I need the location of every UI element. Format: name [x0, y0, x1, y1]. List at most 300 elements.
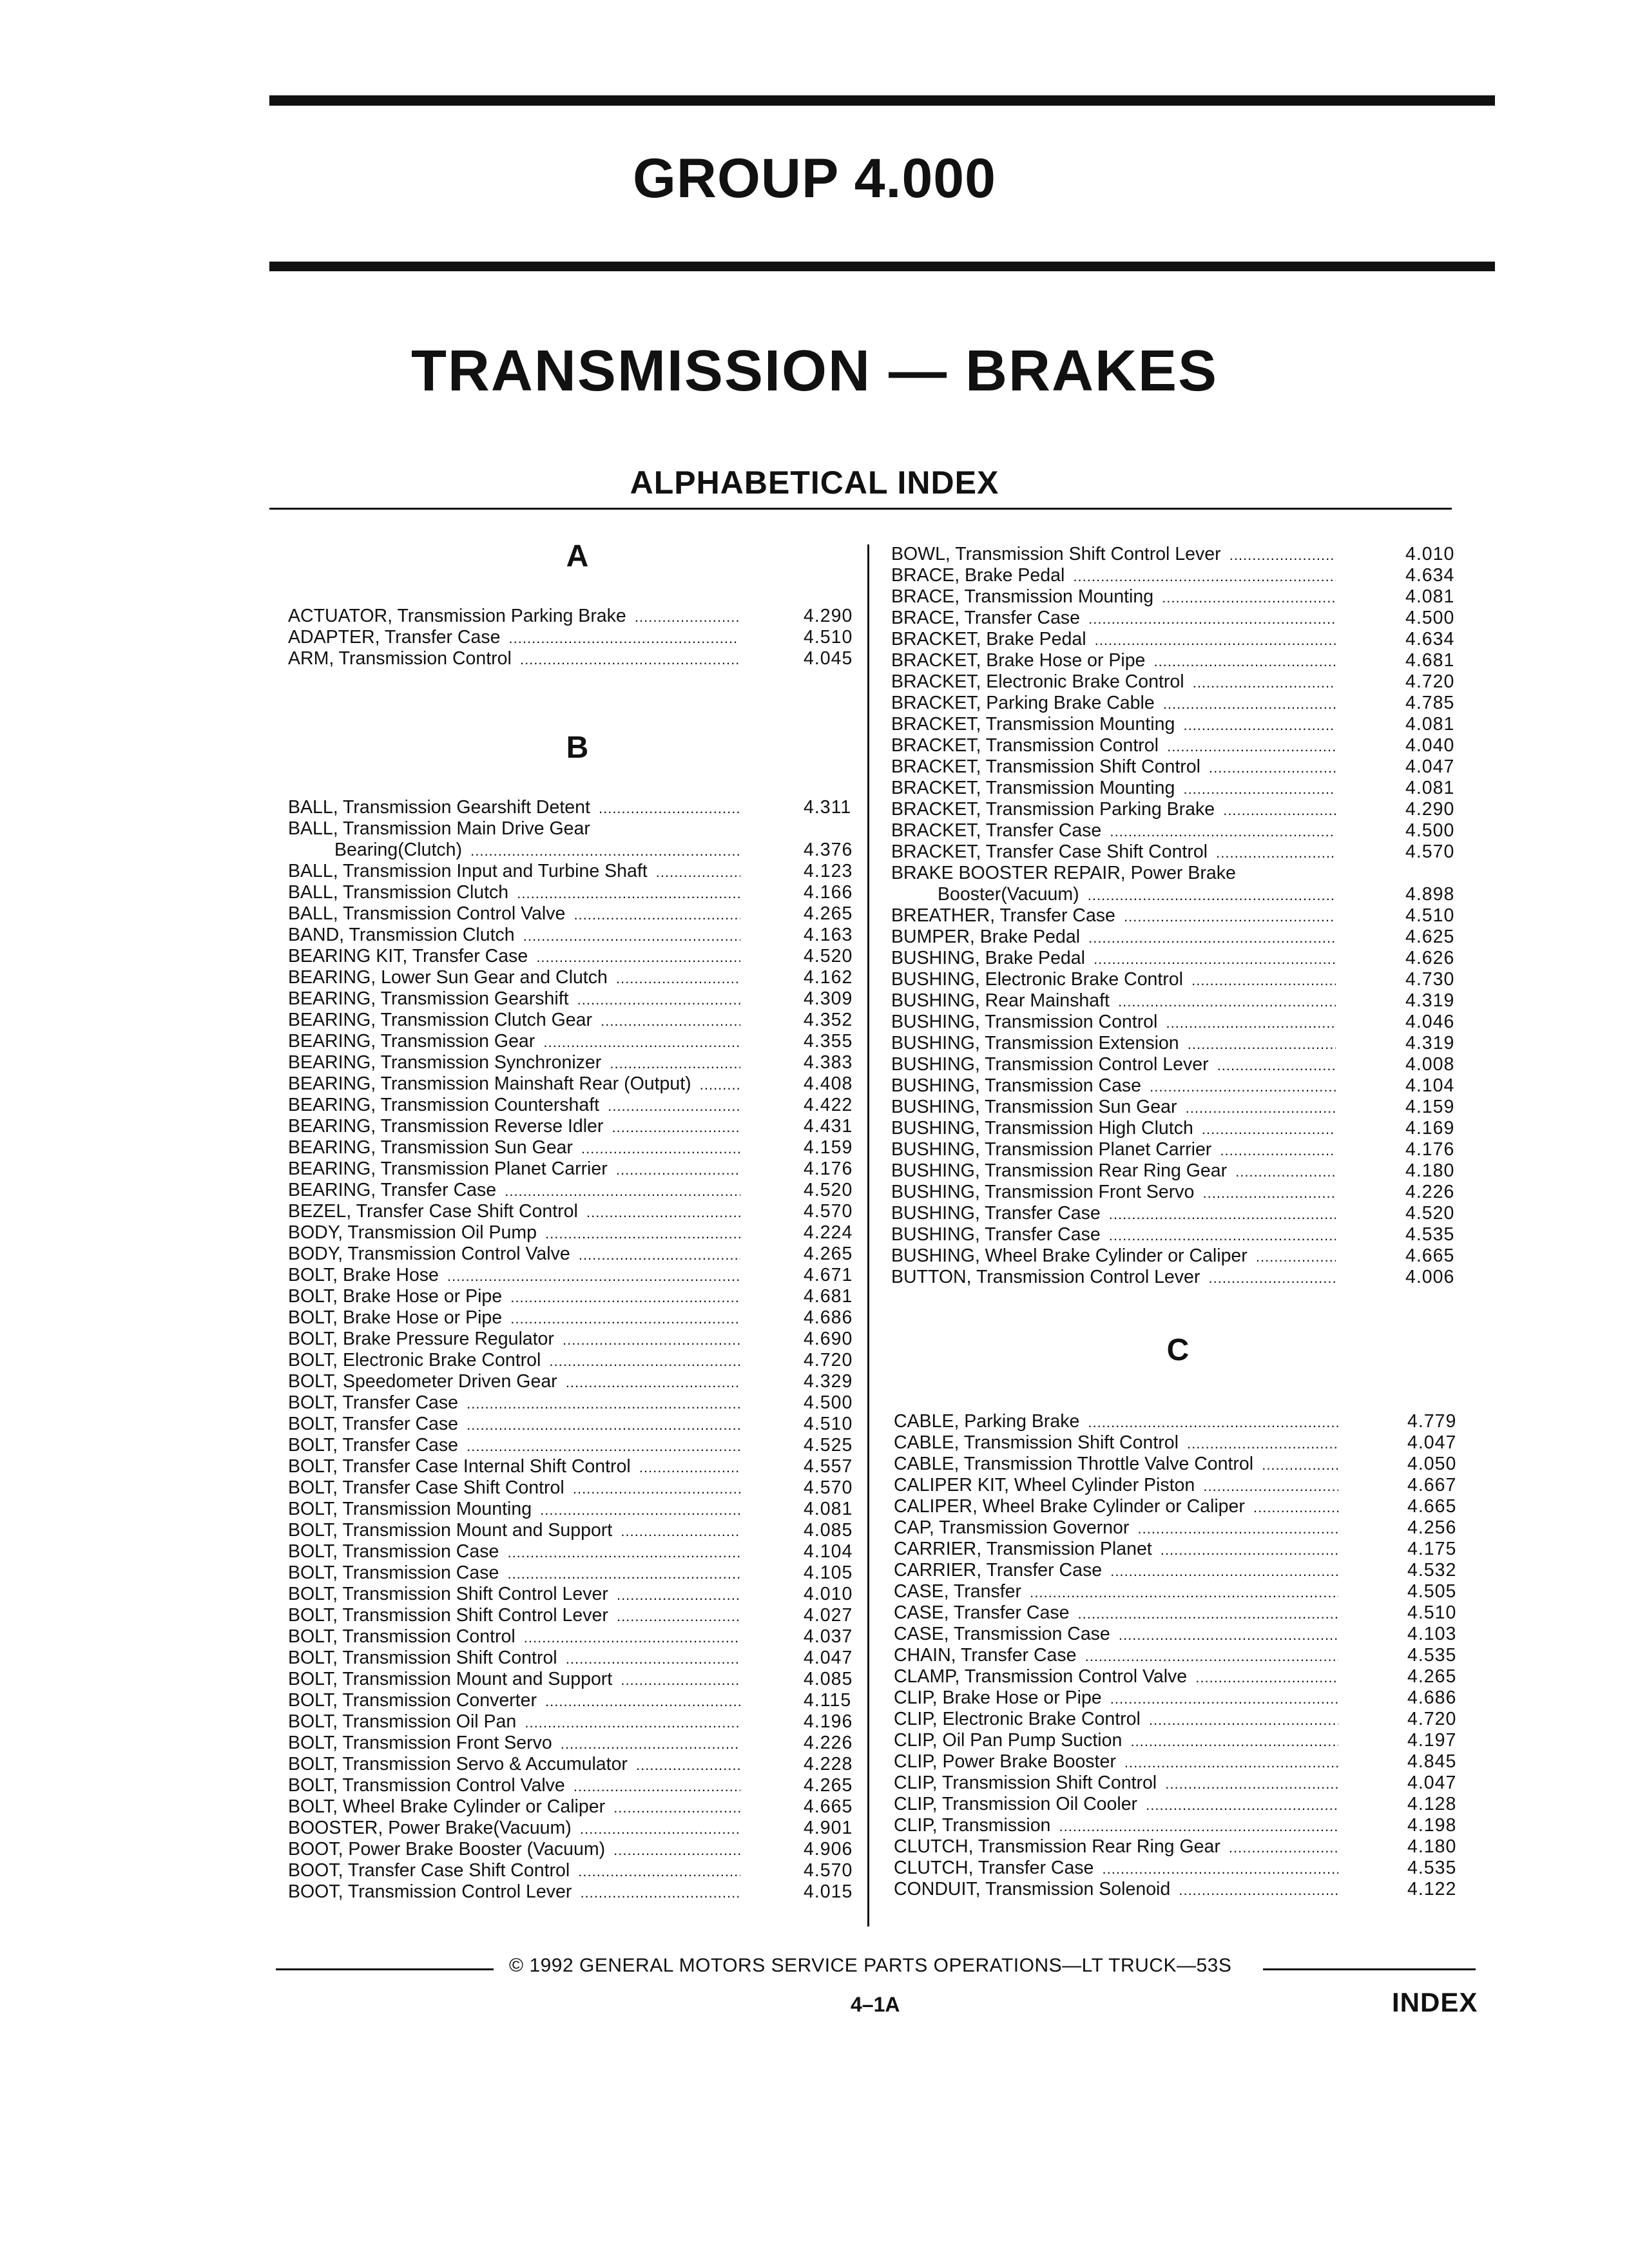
index-entry	[894, 1815, 1474, 1836]
entry-name-text: BUSHING, Transmission High Clutch	[891, 1118, 1197, 1139]
index-entry	[288, 1222, 868, 1244]
entry-page: 4.720	[804, 1350, 853, 1370]
entry-page: 4.520	[1405, 1203, 1455, 1224]
index-entry	[288, 1520, 868, 1541]
index-entry	[891, 799, 1471, 820]
entry-name	[288, 1095, 740, 1117]
index-entry	[288, 1414, 868, 1435]
index-entry	[891, 735, 1471, 756]
entry-page: 4.779	[1407, 1411, 1457, 1432]
entry-name-text: BALL, Transmission Clutch	[288, 882, 512, 903]
entry-name	[894, 1858, 1338, 1879]
entry-name	[894, 1836, 1338, 1858]
index-entry	[894, 1773, 1474, 1794]
entry-name	[891, 608, 1336, 629]
index-entry	[288, 797, 868, 818]
index-entry	[288, 1052, 868, 1073]
entry-name	[288, 1265, 740, 1287]
entry-name-text: BREATHER, Transfer Case	[891, 905, 1119, 926]
entry-name	[891, 1054, 1336, 1076]
index-label: INDEX	[1392, 1987, 1478, 2017]
entry-name-text: CONDUIT, Transmission Solenoid	[894, 1879, 1174, 1899]
entry-name	[288, 1520, 740, 1542]
entry-page: 4.265	[804, 1244, 853, 1264]
index-entry	[894, 1454, 1474, 1475]
index-entry	[891, 820, 1471, 841]
entry-page: 4.128	[1407, 1794, 1457, 1814]
entry-page: 4.008	[1405, 1054, 1455, 1075]
entry-name	[288, 1158, 740, 1180]
entry-page: 4.290	[1405, 799, 1455, 820]
index-entry	[288, 1095, 868, 1116]
entry-page: 4.081	[804, 1499, 853, 1519]
entry-name-text: ADAPTER, Transfer Case	[288, 627, 504, 648]
entry-page: 4.027	[804, 1605, 853, 1626]
entry-name-text: BAND, Transmission Clutch	[288, 925, 519, 945]
index-entry	[288, 1201, 868, 1222]
index-entry	[288, 1180, 868, 1201]
index-entry	[891, 778, 1471, 799]
entry-name	[894, 1560, 1338, 1582]
index-entry	[894, 1411, 1474, 1432]
entry-name-text: BOLT, Brake Hose or Pipe	[288, 1286, 506, 1307]
entry-name-text: BEARING, Transmission Gearshift	[288, 988, 573, 1009]
index-entry	[288, 627, 868, 648]
index-entry	[894, 1836, 1474, 1858]
index-entry	[288, 1818, 868, 1839]
entry-name-text: CASE, Transfer	[894, 1581, 1025, 1602]
entry-page: 4.290	[804, 606, 853, 626]
entry-name	[894, 1432, 1338, 1454]
entry-name-text: BUTTON, Transmission Control Lever	[891, 1267, 1204, 1287]
index-entry	[288, 1562, 868, 1584]
entry-name-text: CLIP, Transmission	[894, 1815, 1054, 1836]
entry-name-text: BEARING, Transmission Mainshaft Rear (Output)	[288, 1073, 695, 1094]
entry-name	[288, 1116, 740, 1138]
entry-name	[891, 905, 1336, 927]
entry-name	[288, 1818, 740, 1840]
entry-name-text: BALL, Transmission Main Drive Gear	[288, 818, 594, 839]
entry-page: 4.500	[1405, 820, 1455, 841]
entry-page: 4.050	[1407, 1454, 1457, 1474]
entry-name-text: BRACKET, Transmission Mounting	[891, 778, 1179, 798]
entry-name	[891, 841, 1336, 863]
entry-page: 4.104	[1405, 1075, 1455, 1096]
index-entry	[894, 1666, 1474, 1687]
entry-name	[891, 671, 1336, 693]
index-entry	[288, 1244, 868, 1265]
entry-name	[288, 1477, 740, 1499]
entry-name-text: BALL, Transmission Input and Turbine Shaft	[288, 861, 651, 881]
entry-page: 4.115	[804, 1690, 852, 1711]
entry-name-text: BRACE, Transfer Case	[891, 608, 1084, 628]
entry-name	[891, 1012, 1336, 1033]
entry-page: 4.047	[1407, 1773, 1457, 1793]
entry-name-text: BOLT, Transfer Case	[288, 1414, 462, 1434]
footer-left-rule	[276, 1968, 494, 1970]
entry-name	[288, 861, 740, 883]
entry-name-text: BOLT, Transmission Mounting	[288, 1499, 535, 1519]
entry-page: 4.431	[804, 1116, 853, 1137]
entry-name-text: BOWL, Transmission Shift Control Lever	[891, 544, 1225, 564]
entry-name	[288, 627, 739, 649]
entry-name-text: CLIP, Brake Hose or Pipe	[894, 1687, 1106, 1708]
entry-name-text: BOLT, Transmission Converter	[288, 1690, 541, 1711]
entry-name-text: BRACKET, Transmission Parking Brake	[891, 799, 1219, 820]
entry-name-text: BOLT, Transmission Servo & Accumulator	[288, 1754, 631, 1774]
entry-name	[891, 1139, 1336, 1161]
entry-name	[891, 799, 1336, 821]
index-entry	[288, 1435, 868, 1456]
entry-name-text: CLIP, Transmission Shift Control	[894, 1773, 1161, 1793]
entry-name	[288, 1414, 740, 1436]
index-entry	[891, 756, 1471, 778]
index-entry	[288, 903, 868, 925]
entry-name-text: BRACKET, Brake Hose or Pipe	[891, 650, 1149, 671]
entry-page: 4.103	[1407, 1624, 1457, 1644]
index-entry	[288, 1392, 868, 1414]
left-column-b-list	[288, 797, 868, 1903]
entry-page: 4.532	[1407, 1560, 1457, 1581]
entry-name	[891, 1267, 1336, 1289]
entry-name-text: BRACKET, Transfer Case Shift Control	[891, 841, 1211, 862]
entry-page: 4.500	[804, 1392, 853, 1413]
index-entry	[894, 1517, 1474, 1539]
entry-page: 4.226	[1405, 1182, 1455, 1202]
entry-name	[894, 1794, 1338, 1816]
entry-name	[288, 797, 740, 819]
index-entry	[288, 967, 868, 988]
entry-name	[891, 1224, 1336, 1246]
entry-name	[288, 1073, 740, 1095]
entry-page: 4.901	[804, 1818, 853, 1838]
entry-name	[891, 693, 1336, 715]
entry-name-text: BEARING, Transmission Planet Carrier	[288, 1158, 612, 1179]
entry-name	[894, 1496, 1338, 1518]
index-entry	[891, 1075, 1471, 1097]
entry-page: 4.355	[804, 1031, 853, 1052]
entry-name-text: BOLT, Transmission Shift Control Lever	[288, 1605, 612, 1626]
entry-page: 4.006	[1405, 1267, 1455, 1287]
entry-name-text: BUSHING, Wheel Brake Cylinder or Caliper	[891, 1245, 1251, 1266]
entry-name	[288, 1860, 740, 1882]
page-number: 4–1A	[851, 1993, 900, 2016]
entry-name	[288, 1371, 740, 1393]
index-entry	[891, 1203, 1471, 1224]
entry-page: 4.166	[804, 882, 853, 903]
entry-name-text: CABLE, Transmission Throttle Valve Control	[894, 1454, 1257, 1474]
entry-page: 4.081	[1405, 714, 1455, 735]
index-entry	[288, 1626, 868, 1648]
index-entry	[891, 608, 1471, 629]
entry-name-text: CLUTCH, Transmission Rear Ring Gear	[894, 1836, 1224, 1857]
entry-page: 4.665	[1405, 1245, 1455, 1266]
entry-name	[288, 1392, 740, 1414]
index-entry	[891, 863, 1471, 884]
entry-page: 4.311	[804, 797, 852, 818]
index-entry	[891, 990, 1471, 1012]
index-entry	[288, 882, 868, 903]
entry-name	[891, 1075, 1336, 1097]
index-entry	[288, 1158, 868, 1180]
index-entry	[288, 1711, 868, 1733]
entry-name-text: CLAMP, Transmission Control Valve	[894, 1666, 1191, 1687]
index-entry	[288, 1286, 868, 1307]
index-entry	[288, 1031, 868, 1052]
entry-page: 4.720	[1405, 671, 1455, 692]
entry-name-text: Bearing(Clutch)	[288, 840, 466, 860]
entry-page: 4.224	[804, 1222, 853, 1243]
entry-page: 4.046	[1405, 1012, 1455, 1032]
entry-name	[891, 1203, 1336, 1225]
entry-name-text: CABLE, Parking Brake	[894, 1411, 1083, 1432]
entry-name	[891, 1097, 1336, 1119]
index-entry	[891, 544, 1471, 565]
entry-page: 4.408	[804, 1073, 853, 1094]
index-entry	[288, 840, 868, 861]
entry-name-text: BEZEL, Transfer Case Shift Control	[288, 1201, 582, 1222]
entry-name-text: BOLT, Electronic Brake Control	[288, 1350, 545, 1370]
entry-name	[288, 1499, 740, 1521]
entry-page: 4.037	[804, 1626, 853, 1647]
index-entry	[891, 565, 1471, 586]
index-entry	[891, 884, 1471, 905]
entry-name	[288, 1307, 740, 1329]
entry-name	[891, 1033, 1336, 1055]
entry-page: 4.122	[1407, 1879, 1457, 1899]
entry-name-text: BOLT, Brake Pressure Regulator	[288, 1329, 558, 1349]
index-entry	[891, 1054, 1471, 1075]
entry-name	[288, 840, 740, 861]
entry-name	[891, 820, 1336, 842]
entry-page: 4.085	[804, 1520, 853, 1541]
entry-name	[288, 1648, 740, 1669]
index-entry	[288, 1456, 868, 1477]
entry-name-text: BRACKET, Parking Brake Cable	[891, 693, 1159, 713]
index-entry	[288, 1371, 868, 1392]
entry-name-text: BOLT, Transmission Oil Pan	[288, 1711, 520, 1732]
entry-page: 4.163	[804, 925, 853, 945]
entry-page: 4.175	[1407, 1539, 1457, 1559]
entry-page: 4.681	[1405, 650, 1455, 671]
entry-name	[288, 1690, 740, 1712]
entry-page: 4.045	[804, 648, 853, 669]
entry-name	[288, 1137, 740, 1159]
entry-page: 4.535	[1407, 1858, 1457, 1878]
index-entry	[288, 818, 868, 840]
entry-name	[288, 1052, 740, 1074]
entry-name	[891, 544, 1336, 566]
index-entry	[894, 1730, 1474, 1751]
entry-name	[288, 946, 740, 968]
entry-name-text: BRAKE BOOSTER REPAIR, Power Brake	[891, 863, 1240, 883]
entry-page: 4.176	[804, 1158, 853, 1179]
entry-page: 4.422	[804, 1095, 853, 1115]
entry-name	[891, 927, 1336, 948]
entry-name-text: CLIP, Power Brake Booster	[894, 1751, 1120, 1772]
entry-name	[891, 756, 1336, 778]
index-entry	[288, 1116, 868, 1137]
entry-name	[288, 1244, 740, 1265]
entry-page: 4.228	[804, 1754, 853, 1774]
entry-name-text: CALIPER KIT, Wheel Cylinder Piston	[894, 1475, 1199, 1495]
entry-page: 4.557	[804, 1456, 853, 1477]
entry-page: 4.570	[804, 1860, 853, 1881]
entry-name	[288, 1180, 740, 1202]
entry-name-text: CARRIER, Transmission Planet	[894, 1539, 1156, 1559]
entry-name-text: BRACKET, Brake Pedal	[891, 629, 1090, 649]
entry-page: 4.226	[804, 1733, 853, 1753]
entry-page: 4.265	[1407, 1666, 1457, 1687]
entry-name-text: Booster(Vacuum)	[891, 884, 1083, 905]
entry-name-text: BRACKET, Electronic Brake Control	[891, 671, 1188, 692]
entry-name	[288, 1669, 740, 1691]
entry-name-text: BUSHING, Brake Pedal	[891, 948, 1089, 968]
entry-name	[894, 1815, 1338, 1837]
entry-name-text: BOOT, Transfer Case Shift Control	[288, 1860, 574, 1881]
entry-page: 4.265	[804, 1775, 853, 1796]
entry-name	[891, 1160, 1336, 1182]
entry-page: 4.520	[804, 1180, 853, 1200]
section-letter-c: C	[1166, 1333, 1190, 1367]
index-entry	[288, 925, 868, 946]
entry-page: 4.570	[804, 1477, 853, 1498]
entry-name	[894, 1411, 1338, 1433]
entry-name	[894, 1687, 1338, 1709]
index-entry	[891, 1224, 1471, 1245]
index-entry	[891, 1267, 1471, 1288]
entry-page: 4.510	[1405, 905, 1455, 926]
index-entry	[894, 1794, 1474, 1815]
entry-page: 4.570	[1405, 841, 1455, 862]
index-entry	[288, 1648, 868, 1669]
index-entry	[891, 969, 1471, 990]
index-entry	[288, 1605, 868, 1626]
entry-name	[891, 969, 1336, 991]
entry-page: 4.040	[1405, 735, 1455, 756]
entry-page: 4.671	[804, 1265, 853, 1285]
entry-name	[288, 925, 740, 947]
index-entry	[288, 1010, 868, 1031]
entry-page: 4.265	[804, 903, 853, 924]
entry-name	[288, 1456, 740, 1478]
index-entry	[288, 1839, 868, 1860]
index-entry	[894, 1858, 1474, 1879]
index-entry	[894, 1645, 1474, 1666]
entry-name-text: BRACE, Brake Pedal	[891, 565, 1068, 586]
entry-name-text: BRACKET, Transfer Case	[891, 820, 1105, 841]
entry-page: 4.665	[804, 1796, 853, 1817]
entry-name-text: BOLT, Transmission Shift Control	[288, 1648, 561, 1668]
entry-page: 4.197	[1407, 1730, 1457, 1751]
entry-page: 4.319	[1405, 1033, 1455, 1053]
entry-name-text: BOLT, Wheel Brake Cylinder or Caliper	[288, 1796, 609, 1817]
entry-name-text: BEARING, Transmission Reverse Idler	[288, 1116, 607, 1137]
entry-page: 4.309	[804, 988, 853, 1009]
index-entry	[894, 1560, 1474, 1581]
entry-name	[894, 1709, 1338, 1731]
entry-name-text: BRACKET, Transmission Shift Control	[891, 756, 1204, 777]
entry-name-text: CHAIN, Transfer Case	[894, 1645, 1081, 1666]
entry-name-text: BUMPER, Brake Pedal	[891, 927, 1084, 947]
group-title: GROUP 4.000	[633, 148, 996, 209]
entry-name-text: BOOT, Power Brake Booster (Vacuum)	[288, 1839, 609, 1860]
entry-name-text: BEARING, Transmission Gear	[288, 1031, 539, 1052]
entry-name-text: BUSHING, Transmission Control Lever	[891, 1054, 1213, 1075]
entry-name	[894, 1730, 1338, 1752]
index-entry	[891, 586, 1471, 608]
entry-name-text: CARRIER, Transfer Case	[894, 1560, 1106, 1581]
entry-name	[288, 1010, 740, 1032]
entry-name-text: BUSHING, Transmission Planet Carrier	[891, 1139, 1215, 1160]
entry-name-text: BEARING KIT, Transfer Case	[288, 946, 532, 966]
entry-page: 4.047	[1407, 1432, 1457, 1453]
second-rule	[269, 262, 1495, 271]
entry-name	[288, 1222, 740, 1244]
entry-page: 4.505	[1407, 1581, 1457, 1602]
index-entry	[891, 1245, 1471, 1267]
index-entry	[891, 948, 1471, 969]
entry-name	[288, 1839, 740, 1861]
entry-name	[288, 606, 739, 628]
entry-name-text: BUSHING, Transfer Case	[891, 1203, 1104, 1224]
entry-page: 4.376	[804, 840, 853, 860]
entry-page: 4.510	[1407, 1602, 1457, 1623]
entry-page: 4.686	[804, 1307, 853, 1328]
index-entry	[288, 1073, 868, 1095]
entry-name-text: BUSHING, Transmission Extension	[891, 1033, 1183, 1053]
entry-name-text: BEARING, Transmission Clutch Gear	[288, 1010, 596, 1030]
entry-page: 4.169	[1405, 1118, 1455, 1139]
top-rule	[269, 95, 1495, 106]
index-entry	[288, 1541, 868, 1562]
entry-name	[891, 714, 1336, 736]
entry-name	[894, 1517, 1338, 1539]
entry-name	[288, 988, 740, 1010]
index-entry	[891, 1097, 1471, 1118]
entry-name-text: BRACKET, Transmission Mounting	[891, 714, 1179, 735]
entry-name	[894, 1454, 1338, 1475]
entry-page: 4.535	[1405, 1224, 1455, 1245]
entry-name-text: BOLT, Brake Hose or Pipe	[288, 1307, 506, 1328]
entry-name	[891, 565, 1336, 587]
index-entry	[894, 1687, 1474, 1709]
index-subtitle: ALPHABETICAL INDEX	[630, 465, 999, 501]
entry-page: 4.535	[1407, 1645, 1457, 1666]
entry-name-text: BUSHING, Rear Mainshaft	[891, 990, 1113, 1011]
entry-name	[891, 735, 1336, 757]
entry-page: 4.570	[804, 1201, 853, 1222]
index-entry	[891, 1118, 1471, 1139]
entry-page: 4.159	[804, 1137, 853, 1158]
entry-page: 4.159	[1405, 1097, 1455, 1117]
entry-name-text: BOLT, Transfer Case Shift Control	[288, 1477, 568, 1498]
index-entry	[894, 1602, 1474, 1624]
entry-name-text: BOOSTER, Power Brake(Vacuum)	[288, 1818, 575, 1838]
index-entry	[288, 861, 868, 882]
entry-name	[288, 1329, 740, 1350]
entry-name-text: BRACKET, Transmission Control	[891, 735, 1162, 756]
entry-name-text: BOLT, Transfer Case Internal Shift Control	[288, 1456, 635, 1477]
index-entry	[894, 1475, 1474, 1496]
entry-page: 4.520	[804, 946, 853, 966]
entry-name-text: CLIP, Oil Pan Pump Suction	[894, 1730, 1126, 1751]
entry-name	[288, 1711, 740, 1733]
index-entry	[891, 714, 1471, 735]
entry-page: 4.352	[804, 1010, 853, 1030]
index-entry	[288, 1796, 868, 1818]
entry-name	[288, 1775, 740, 1797]
